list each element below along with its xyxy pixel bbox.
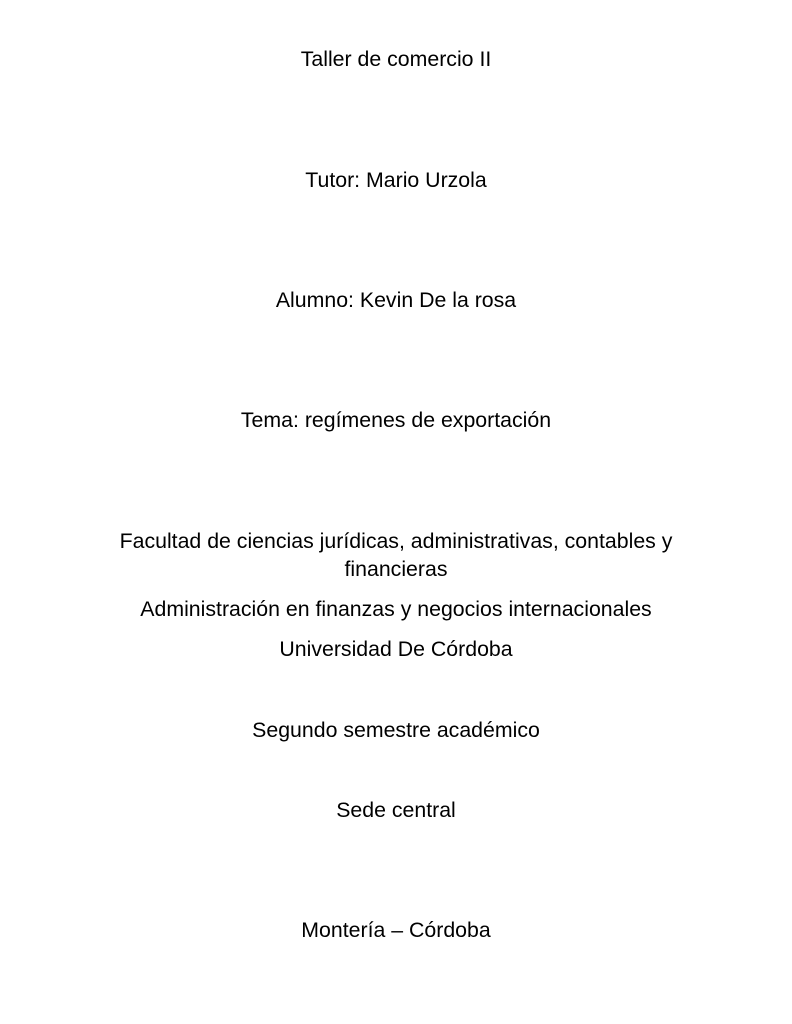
city-line: Montería – Córdoba: [301, 918, 491, 942]
tutor-line: Tutor: Mario Urzola: [305, 168, 487, 192]
student-line: Alumno: Kevin De la rosa: [275, 288, 517, 312]
campus-line: Sede central: [336, 798, 456, 822]
faculty-line: Facultad de ciencias jurídicas, administrativas, contables y financieras: [119, 529, 673, 581]
program-line: Administración en finanzas y negocios internacionales: [140, 597, 652, 621]
course-title: Taller de comercio II: [300, 47, 492, 71]
topic-line: Tema: regímenes de exportación: [240, 408, 552, 432]
university-line: Universidad De Córdoba: [279, 637, 513, 661]
semester-line: Segundo semestre académico: [252, 718, 540, 742]
